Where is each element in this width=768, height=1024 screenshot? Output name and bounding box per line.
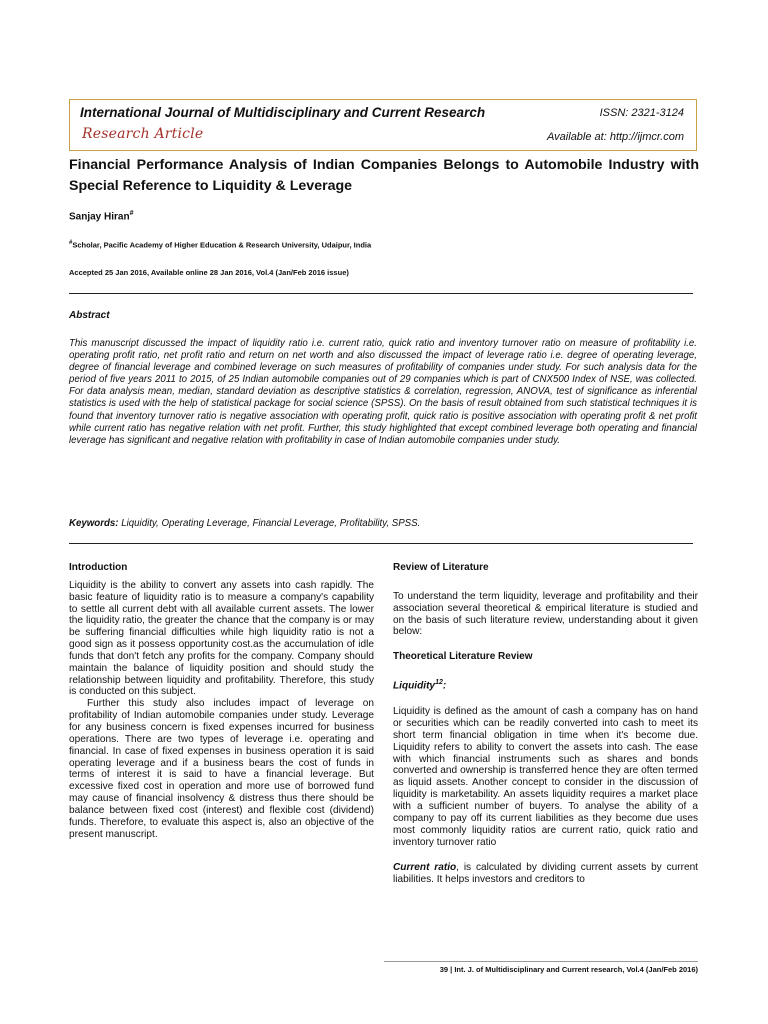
abstract-text: This manuscript discussed the impact of liquidity ratio i.e. current ratio, quick ratio and inventory turnover ratio on measure of profitability i.e. operating profit ratio, net profit ratio and return on net worth and also discussed the impact of leverage ratio i.e. degree of operating leverage, degree of financial leverage and combined leverage on such measures of profitability of companies under study. For such analysis data for the period of five years 2011 to 2015, of 25 Indian automobile companies out of 29 companies which is part of CNX500 Index of NSE, was collected. For data analysis mean, median, standard deviation as descriptive statistics & correlation, regression, ANOVA, test of significance as inferential statistics is used with the help of statistical package for social science (SPSS). On the basis of result obtained from such statistical techniques it is found that inventory turnover ratio is negative association with operating profit, quick ratio is positive association with operating profit & net profit while current ratio has negative relation with net profit. Further, this study highlighted that except combined leverage both operating and financial leverage has significant and negative relation with profitability in case of Indian automobile companies under study. [69, 338, 697, 446]
author-name: Sanjay Hiran [69, 211, 130, 223]
author-mark: # [129, 210, 134, 217]
issn: ISSN: 2321-3124 [599, 107, 684, 119]
page-footer: 39 | Int. J. of Multidisciplinary and Current research, Vol.4 (Jan/Feb 2016) [439, 965, 698, 974]
left-column [69, 562, 374, 840]
introduction-paragraph-2: Further this study also includes impact of leverage on profitability of Indian automobile companies under study. Leverage for any business concern is fixed expenses incurred for business operations. There are two types of leverage i.e. operating and financial. In case of fixed expenses in business operation it is said operating leverage and if a business bears the cost of funds in terms of interest it is said to have a financial leverage. But excessive fixed cost in operation and more use of borrowed fund may cause of financial insolvency & distress thus there should be balance between fixed cost (interest) and flexible cost (dividend) funds. Therefore, to evaluate this aspect is, also an objective of the present manuscript. [69, 698, 374, 840]
availability-link[interactable]: Available at: http://ijmcr.com [547, 131, 684, 143]
liquidity-ref: 12 [435, 679, 443, 687]
accepted-line: Accepted 25 Jan 2016, Available online 28 Jan 2016, Vol.4 (Jan/Feb 2016 issue) [69, 268, 349, 277]
keywords-label: Keywords: [69, 518, 119, 529]
divider-top [69, 293, 693, 294]
current-ratio-label: Current ratio [393, 862, 457, 874]
review-paragraph-1: To understand the term liquidity, leverage and profitability and their association several theoretical & empirical literature is studied and on the basis of such literature review, understanding about it given below: [393, 590, 698, 638]
divider-middle [69, 543, 693, 544]
journal-header-box [69, 99, 697, 151]
liquidity-label: Liquidity [393, 680, 436, 692]
review-heading: Review of Literature [393, 562, 489, 573]
introduction-paragraph-1: Liquidity is the ability to convert any assets into cash rapidly. The basic feature of liquidity ratio is to measure a company's capability to settle all current debt with all available current assets. The lower the liquidity ratio, the greater the chance that the company is or may be suffering financial difficulties while high liquidity ratio is not a good sign as it possess opportunity cost.as the accumulation of idle funds that don't fetch any profits for the company. Company should maintain the balance of liquidity position and should study the relationship between liquidity and profitability. Therefore, this study is conducted on this subject. [69, 579, 374, 698]
liquidity-paragraph: Liquidity is defined as the amount of cash a company has on hand or securities which can be readily converted into cash to meet its short term financial obligation in time when it's become due. Liquidity refers to ability to convert the assets into cash. The ease with which financial instruments such as shares and bonds converted and ownership is transferred hence they are often termed as liquid assets. Another concept to consider in the discussion of liquidity is marketability. An assets liquidity requires a market place with a sufficient number of buyers. To analyse the ability of a company to pay off its current liabilities as they become due uses most commonly liquidity ratios are current ratio, quick ratio and inventory turnover ratio [393, 706, 698, 848]
affiliation-mark: # [69, 240, 73, 246]
abstract-heading: Abstract [69, 310, 110, 321]
journal-name: International Journal of Multidisciplinary and Current Research [80, 105, 486, 120]
theoretical-review-heading: Theoretical Literature Review [393, 651, 533, 663]
footer-rule [384, 961, 698, 962]
author [69, 210, 134, 222]
keywords [69, 518, 420, 529]
current-ratio-paragraph [393, 862, 698, 886]
affiliation-text: Scholar, Pacific Academy of Higher Education & Research University, Udaipur, India [72, 240, 372, 250]
liquidity-subheading [393, 677, 698, 692]
liquidity-colon: : [442, 680, 447, 692]
introduction-heading: Introduction [69, 562, 128, 573]
affiliation [69, 240, 371, 250]
article-type-logo: Research Article [82, 126, 204, 142]
current-ratio-text: , is calculated by dividing current assets by current liabilities. It helps investors and creditors to [393, 862, 698, 886]
keywords-text: Liquidity, Operating Leverage, Financial Leverage, Profitability, SPSS. [121, 518, 421, 529]
paper-title: Financial Performance Analysis of Indian Companies Belongs to Automobile Industry with Special Reference to Liquidity & Leverage [69, 157, 699, 194]
right-column [393, 562, 698, 886]
